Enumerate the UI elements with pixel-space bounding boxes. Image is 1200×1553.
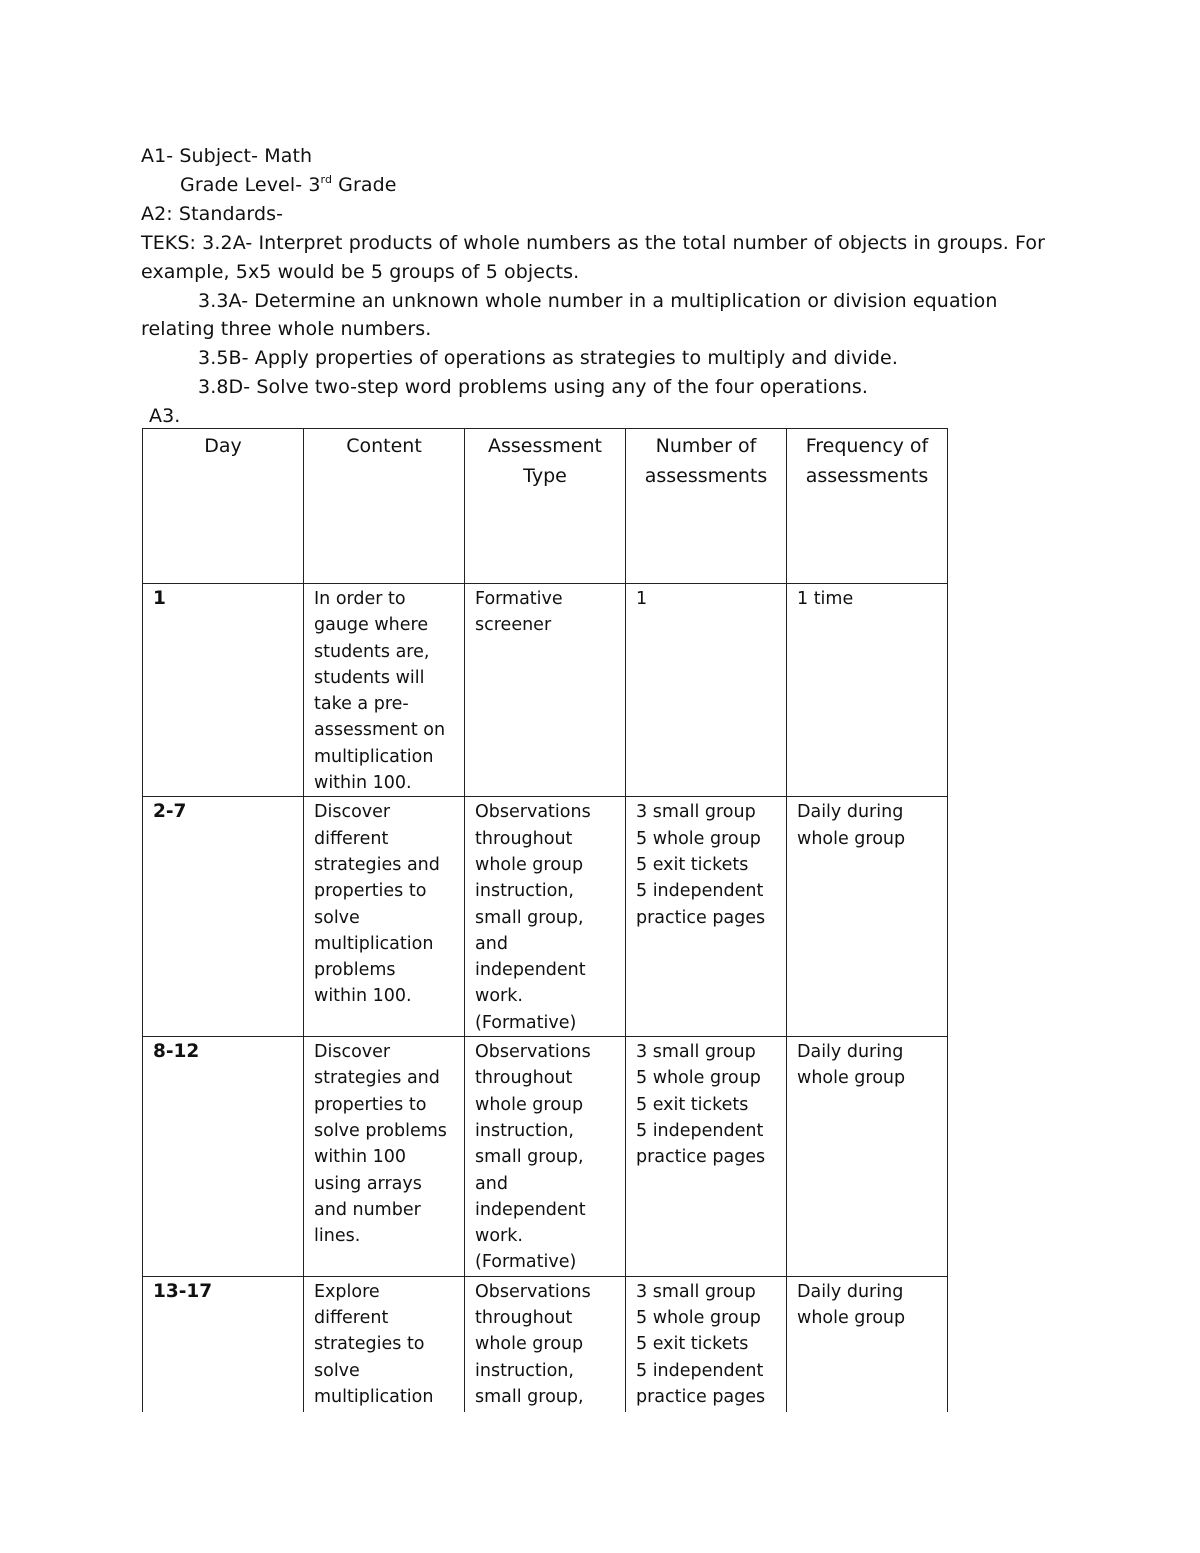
cell-frequency: [787, 797, 948, 1037]
cell-number-of-assessments: [626, 584, 787, 797]
cell-content: [304, 797, 465, 1037]
cell-text-line: and: [475, 933, 508, 954]
a3-heading: A3.: [149, 405, 181, 427]
cell-text-line: strategies and: [314, 854, 440, 875]
standard-33a-line-1: 3.3A- Determine an unknown whole number in a multiplication or division equation: [198, 290, 998, 312]
header-content: Content: [304, 429, 465, 584]
cell-text-line: gauge where: [314, 615, 429, 636]
grade-level: [180, 171, 397, 199]
cell-assessment-type: [465, 797, 626, 1037]
cell-text-line: throughout: [475, 1068, 573, 1089]
standard-35b: 3.5B- Apply properties of operations as strategies to multiply and divide.: [198, 347, 898, 369]
cell-text-line: small group,: [475, 1147, 584, 1168]
cell-text-line: within 100.: [314, 986, 412, 1007]
assessment-table-container: [142, 428, 948, 1412]
header-frequency-of-assessments: Frequency of assessments: [787, 429, 948, 584]
grade-level-prefix: Grade Level- 3: [180, 174, 321, 196]
cell-text-line: Observations: [475, 802, 591, 823]
cell-text-line: strategies and: [314, 1068, 440, 1089]
cell-text-line: assessment on: [314, 720, 446, 741]
cell-text-line: properties to: [314, 1094, 427, 1115]
cell-text-line: and: [475, 1173, 508, 1194]
cell-text-line: within 100.: [314, 773, 412, 794]
cell-frequency: [787, 584, 948, 797]
cell-content: [304, 584, 465, 797]
cell-text-line: strategies to: [314, 1334, 425, 1355]
cell-text-line: small group,: [475, 1386, 584, 1407]
cell-text-line: practice pages: [636, 1147, 766, 1168]
cell-text-line: instruction,: [475, 881, 574, 902]
cell-text-line: 5 independent: [636, 1120, 764, 1141]
cell-text-line: solve problems: [314, 1120, 447, 1141]
cell-number-of-assessments: [626, 1037, 787, 1277]
a2-standards-heading: A2: Standards-: [141, 203, 284, 225]
cell-content: [304, 1276, 465, 1412]
cell-text-line: 5 independent: [636, 881, 764, 902]
cell-text-line: instruction,: [475, 1120, 574, 1141]
cell-assessment-type: [465, 584, 626, 797]
cell-text-line: independent: [475, 1199, 586, 1220]
cell-text-line: 5 whole group: [636, 1308, 761, 1329]
cell-text-line: 1: [636, 589, 648, 609]
cell-text-line: problems: [314, 960, 396, 981]
table-row: [143, 1037, 948, 1277]
cell-text-line: and number: [314, 1199, 421, 1220]
standard-33a-line-2: relating three whole numbers.: [141, 318, 432, 340]
assessment-table: [142, 428, 948, 1412]
cell-text-line: multiplication: [314, 746, 434, 767]
cell-day: 1: [143, 584, 304, 797]
table-row: [143, 797, 948, 1037]
cell-frequency: [787, 1276, 948, 1412]
cell-text-line: Observations: [475, 1042, 591, 1063]
cell-text-line: 5 exit tickets: [636, 854, 749, 875]
header-assessment-type: Assessment Type: [465, 429, 626, 584]
cell-content: [304, 1037, 465, 1277]
cell-text-line: whole group: [797, 1068, 906, 1089]
cell-text-line: Daily during: [797, 1281, 904, 1302]
cell-text-line: take a pre-: [314, 694, 409, 715]
cell-text-line: Daily during: [797, 1042, 904, 1063]
cell-text-line: multiplication: [314, 933, 434, 954]
cell-day: 8-12: [143, 1037, 304, 1277]
cell-text-line: multiplication: [314, 1386, 434, 1407]
cell-text-line: solve: [314, 1360, 360, 1381]
cell-text-line: instruction,: [475, 1360, 574, 1381]
cell-frequency: [787, 1037, 948, 1277]
cell-text-line: throughout: [475, 1308, 573, 1329]
cell-text-line: work.: [475, 1226, 523, 1247]
cell-text-line: (Formative): [475, 1012, 577, 1033]
table-row: [143, 1276, 948, 1412]
cell-text-line: within 100: [314, 1147, 407, 1168]
header-number-of-assessments: Number of assessments: [626, 429, 787, 584]
header-day: Day: [143, 429, 304, 584]
cell-text-line: throughout: [475, 828, 573, 849]
cell-text-line: work.: [475, 986, 523, 1007]
teks-32a-line-1: TEKS: 3.2A- Interpret products of whole numbers as the total number of objects in groups. For: [141, 232, 1045, 254]
a1-subject: A1- Subject- Math: [141, 145, 313, 167]
cell-text-line: practice pages: [636, 907, 766, 928]
cell-text-line: Daily during: [797, 802, 904, 823]
cell-text-line: (Formative): [475, 1252, 577, 1273]
cell-text-line: students are,: [314, 641, 430, 662]
cell-text-line: practice pages: [636, 1386, 766, 1407]
cell-number-of-assessments: [626, 797, 787, 1037]
cell-text-line: whole group: [475, 854, 584, 875]
cell-text-line: using arrays: [314, 1173, 422, 1194]
cell-text-line: 3 small group: [636, 1042, 756, 1063]
table-row: [143, 584, 948, 797]
cell-text-line: Discover: [314, 1042, 391, 1063]
cell-text-line: whole group: [475, 1094, 584, 1115]
cell-text-line: Observations: [475, 1281, 591, 1302]
cell-assessment-type: [465, 1037, 626, 1277]
cell-day: 13-17: [143, 1276, 304, 1412]
cell-text-line: lines.: [314, 1226, 361, 1247]
cell-text-line: Discover: [314, 802, 391, 823]
cell-text-line: Explore: [314, 1281, 380, 1302]
cell-text-line: 3 small group: [636, 1281, 756, 1302]
table-header-row: [143, 429, 948, 584]
cell-assessment-type: [465, 1276, 626, 1412]
grade-level-suffix: Grade: [332, 174, 397, 196]
cell-text-line: properties to: [314, 881, 427, 902]
cell-text-line: different: [314, 1308, 389, 1329]
grade-level-ordinal: rd: [320, 173, 333, 186]
cell-text-line: 1 time: [797, 589, 854, 609]
cell-text-line: 5 independent: [636, 1360, 764, 1381]
cell-day: 2-7: [143, 797, 304, 1037]
cell-text-line: 3 small group: [636, 802, 756, 823]
cell-text-line: 5 exit tickets: [636, 1334, 749, 1355]
teks-32a-line-2: example, 5x5 would be 5 groups of 5 objects.: [141, 261, 580, 283]
cell-text-line: independent: [475, 960, 586, 981]
cell-text-line: small group,: [475, 907, 584, 928]
cell-text-line: 5 exit tickets: [636, 1094, 749, 1115]
cell-text-line: students will: [314, 667, 425, 688]
cell-text-line: 5 whole group: [636, 828, 761, 849]
cell-text-line: Formative: [475, 589, 563, 609]
cell-text-line: 5 whole group: [636, 1068, 761, 1089]
cell-text-line: solve: [314, 907, 360, 928]
cell-text-line: whole group: [797, 1308, 906, 1329]
standard-38d: 3.8D- Solve two-step word problems using any of the four operations.: [198, 376, 869, 398]
cell-text-line: screener: [475, 615, 552, 636]
cell-text-line: whole group: [797, 828, 906, 849]
cell-number-of-assessments: [626, 1276, 787, 1412]
cell-text-line: different: [314, 828, 389, 849]
cell-text-line: whole group: [475, 1334, 584, 1355]
cell-text-line: In order to: [314, 589, 406, 609]
